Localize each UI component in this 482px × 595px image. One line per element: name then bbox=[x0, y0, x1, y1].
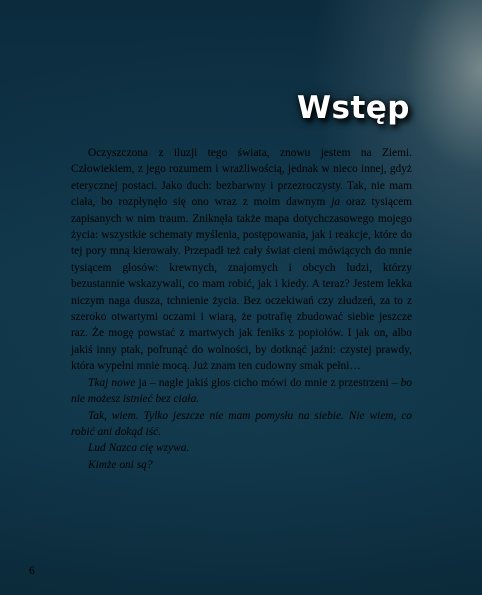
paragraph-2-italic-c: bo nie możesz istnieć bez ciała. bbox=[71, 376, 412, 406]
paragraph-5: Kimże oni są? bbox=[88, 458, 153, 471]
paragraph-2-italic-a: Tkaj nowe bbox=[88, 376, 136, 389]
paragraph-1-text-a: Oczyszczona z iluzji tego świata, znowu jestem na Ziemi. Człowiekiem, z jego rozumem i wrażliwością, jednak w nieco innej, gdyż eterycznej postaci. Jako duch: bezbarwny i przezroczysty. Tak, nie mam ciała, bo rozpłynęło się ono wraz z moim dawnym bbox=[71, 147, 412, 209]
chapter-title: Wstęp bbox=[296, 90, 410, 126]
chapter-body bbox=[71, 145, 412, 473]
paragraph-2 bbox=[71, 375, 412, 408]
paragraph-1-text-b: oraz tysiącem zapisanych w nim traum. Zniknęła także mapa dotychczasowego mojego życia: wszystkie schematy myślenia, postępowania, jak i reakcje, które do tej pory mną kierowały. Przepadł też cały świat cieni mówiących do mnie tysiącem głosów: krewnych, znajomych i obcych ludzi, którzy bezustannie wskazywali, co mam robić, jak i kiedy. A teraz? Jestem lekka niczym naga dusza, tchnienie życia. Bez oczekiwań czy złudzeń, za to z szeroko otwartymi oczami i wiarą, że potrafię zbudować siebie jeszcze raz. Że mogę powstać z martwych jak feniks z popiołów. I jak on, albo jakiś inny ptak, pofrunąć do wolności, by dotknąć jaźni: czystej prawdy, która wypełni mnie mocą. Już znam ten cudowny smak pełni… bbox=[71, 196, 413, 373]
paragraph-3: Tak, wiem. Tylko jeszcze nie mam pomysłu na siebie. Nie wiem, co robić ani dokąd iść. bbox=[71, 409, 412, 438]
page-number: 6 bbox=[29, 565, 35, 577]
paragraph-1-italic-ja: ja bbox=[331, 196, 341, 209]
paragraph-4: Lud Nazca cię wzywa. bbox=[88, 442, 190, 455]
paragraph-1 bbox=[71, 145, 412, 375]
paragraph-2-text-b: ja – nagle jakiś głos cicho mówi do mnie z przestrzeni – bbox=[135, 376, 401, 389]
